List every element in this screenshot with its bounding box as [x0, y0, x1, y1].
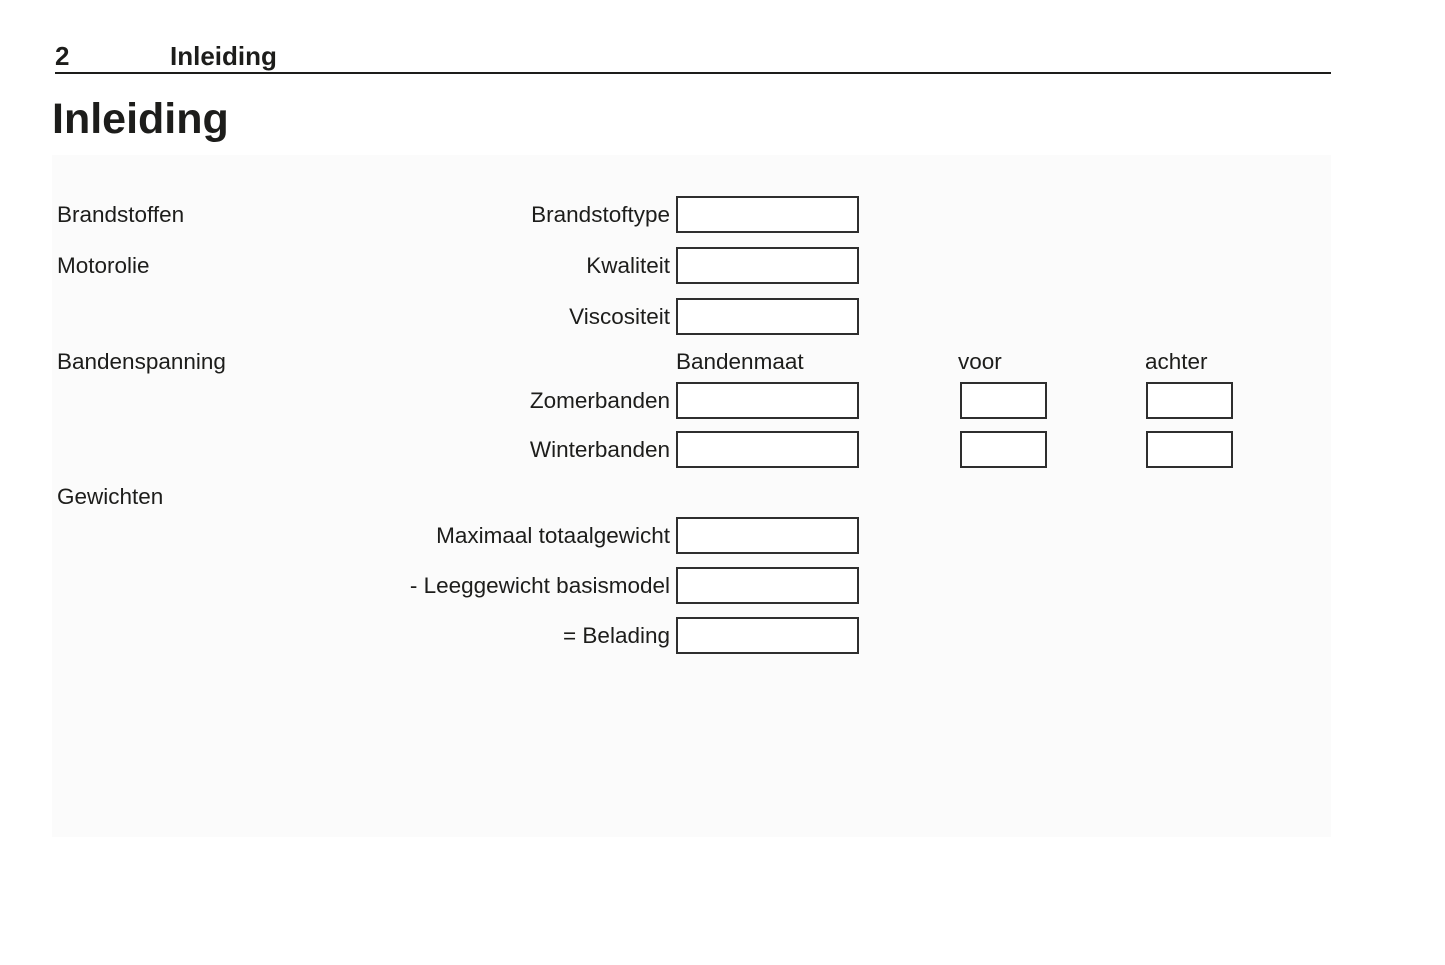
fuel-section-label: Brandstoffen — [57, 201, 185, 227]
max-total-weight-label: Maximaal totaalgewicht — [436, 522, 670, 548]
oil-viscosity-label: Viscositeit — [569, 303, 670, 329]
header-rule — [55, 72, 1331, 74]
fuel-row — [52, 196, 1331, 233]
fuel-type-input[interactable] — [676, 196, 859, 233]
load-input[interactable] — [676, 617, 859, 654]
load-row — [52, 617, 1331, 654]
weights-section-row — [52, 478, 1331, 515]
max-total-weight-input[interactable] — [676, 517, 859, 554]
summer-front-pressure-input[interactable] — [960, 382, 1047, 419]
empty-weight-row — [52, 567, 1331, 604]
load-label: = Belading — [563, 622, 670, 648]
front-column-header: voor — [958, 348, 1002, 374]
empty-weight-label: - Leeggewicht basismodel — [409, 572, 670, 598]
tyre-size-column-header: Bandenmaat — [676, 348, 804, 374]
winter-rear-pressure-input[interactable] — [1146, 431, 1233, 468]
empty-weight-input[interactable] — [676, 567, 859, 604]
oil-viscosity-row — [52, 298, 1331, 335]
tyre-pressure-header-row — [52, 343, 1331, 380]
winter-tyre-size-input[interactable] — [676, 431, 859, 468]
rear-column-header: achter — [1145, 348, 1208, 374]
summer-rear-pressure-input[interactable] — [1146, 382, 1233, 419]
oil-section-label: Motorolie — [57, 252, 150, 278]
winter-tyres-label: Winterbanden — [529, 436, 670, 462]
max-total-weight-row — [52, 517, 1331, 554]
fuel-type-label: Brandstoftype — [531, 201, 670, 227]
summer-tyres-label: Zomerbanden — [529, 387, 670, 413]
oil-quality-label: Kwaliteit — [586, 252, 670, 278]
oil-viscosity-input[interactable] — [676, 298, 859, 335]
oil-quality-row — [52, 247, 1331, 284]
summer-tyre-size-input[interactable] — [676, 382, 859, 419]
weights-section-label: Gewichten — [57, 483, 164, 509]
running-header-title: Inleiding — [170, 41, 277, 71]
page-title: Inleiding — [52, 95, 229, 143]
tyre-section-label: Bandenspanning — [57, 348, 226, 374]
winter-tyres-row — [52, 431, 1331, 468]
service-info-panel — [52, 155, 1331, 837]
summer-tyres-row — [52, 382, 1331, 419]
oil-quality-input[interactable] — [676, 247, 859, 284]
winter-front-pressure-input[interactable] — [960, 431, 1047, 468]
page-number: 2 — [55, 41, 70, 71]
